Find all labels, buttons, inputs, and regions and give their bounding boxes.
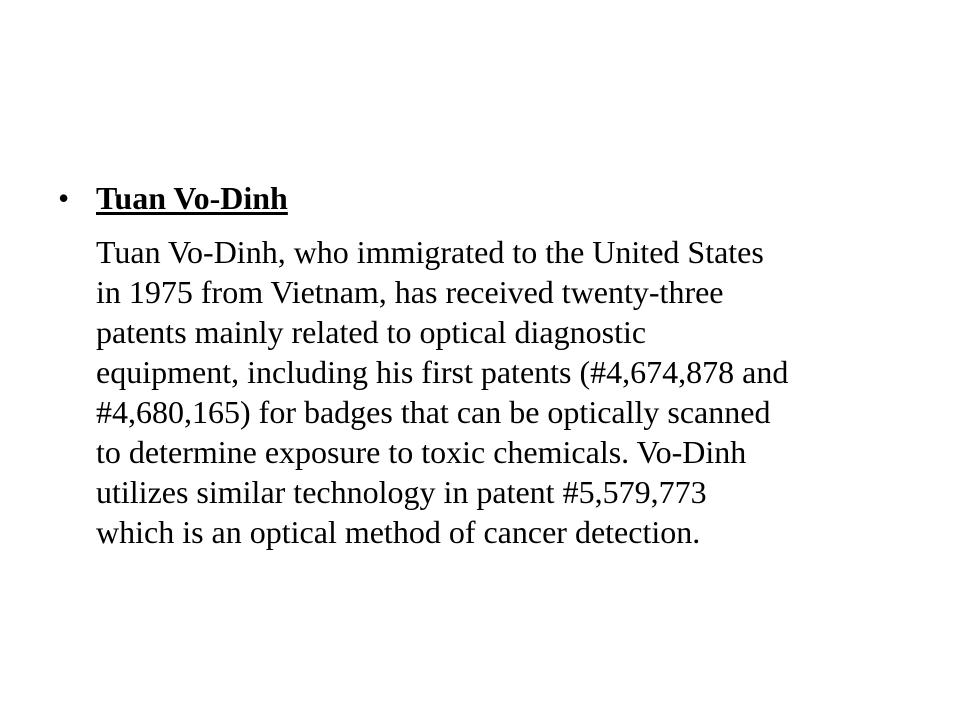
- body-line: #4,680,165) for badges that can be optically scanned: [96, 394, 771, 430]
- body-line: in 1975 from Vietnam, has received twenty-three: [96, 274, 724, 310]
- body-line: to determine exposure to toxic chemicals. Vo-Dinh: [96, 434, 747, 470]
- body-line: patents mainly related to optical diagnostic: [96, 314, 647, 350]
- bullet-heading: Tuan Vo-Dinh: [96, 180, 288, 216]
- body-line: which is an optical method of cancer detection.: [96, 514, 701, 550]
- bullet-icon: •: [58, 180, 70, 216]
- body-line: equipment, including his first patents (#4,674,878 and: [96, 354, 789, 390]
- body-line: Tuan Vo-Dinh, who immigrated to the United States: [96, 234, 764, 270]
- body-line: utilizes similar technology in patent #5,579,773: [96, 474, 707, 510]
- bullet-item: [58, 178, 918, 552]
- bullet-body: [96, 232, 918, 552]
